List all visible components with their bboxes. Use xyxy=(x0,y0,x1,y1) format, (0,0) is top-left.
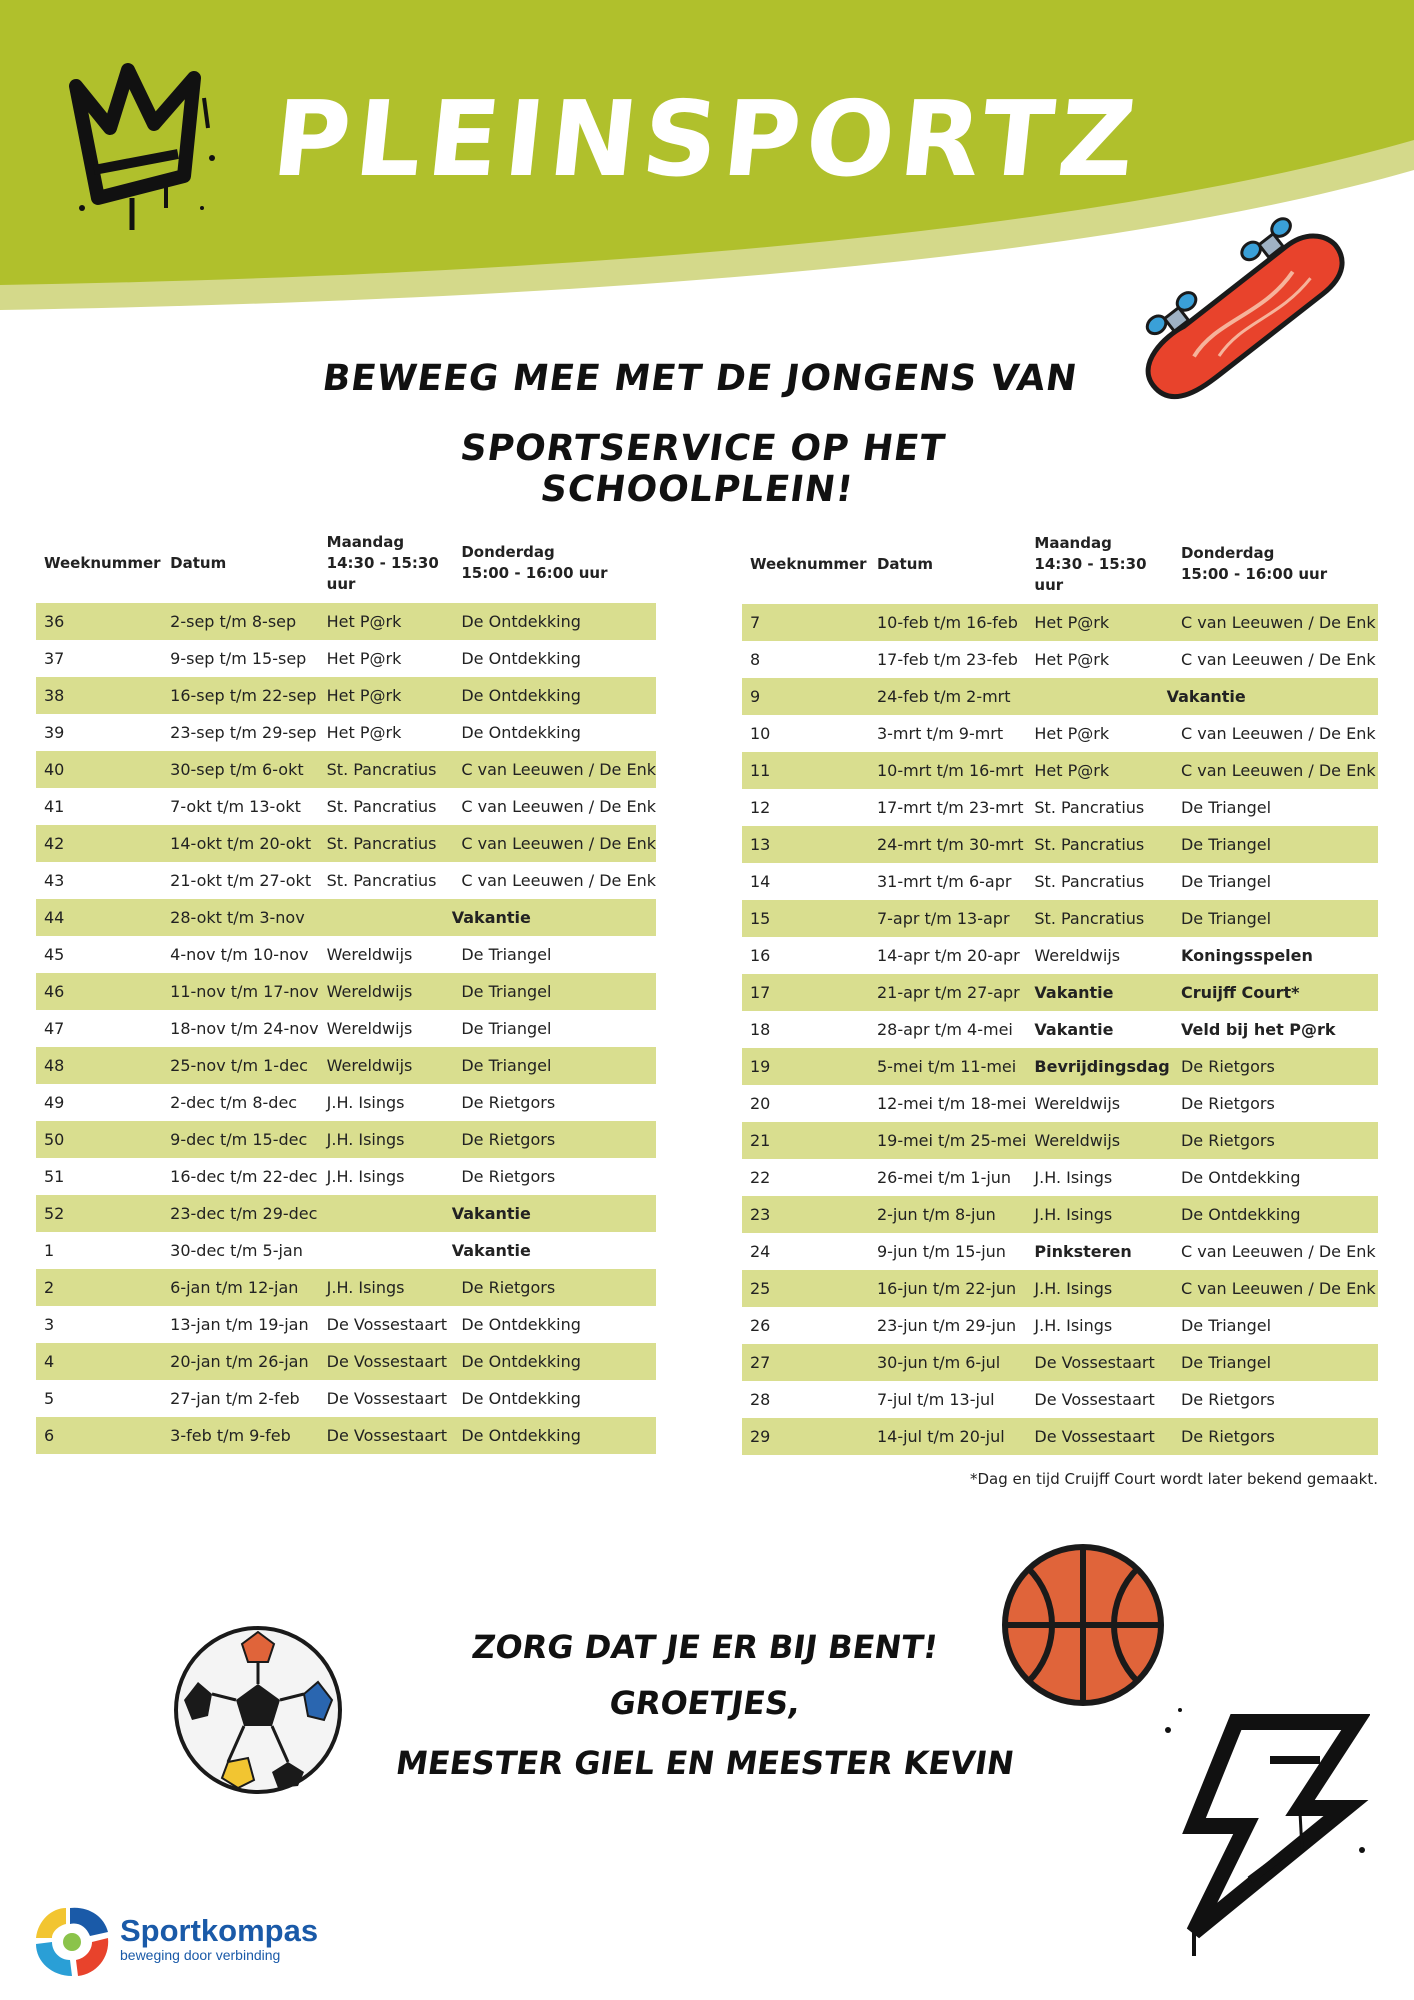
table-row xyxy=(742,863,1378,900)
monday-cell: De Vossestaart xyxy=(319,1343,454,1380)
monday-cell: St. Pancratius xyxy=(319,825,454,862)
monday-cell: Het P@rk xyxy=(319,677,454,714)
week-cell: 36 xyxy=(36,603,162,640)
monday-cell: Wereldwijs xyxy=(319,973,454,1010)
table-row xyxy=(742,1159,1378,1196)
week-cell: 27 xyxy=(742,1344,869,1381)
thursday-cell: De Rietgors xyxy=(453,1084,656,1121)
thursday-cell: C van Leeuwen / De Enk xyxy=(1173,752,1378,789)
date-cell: 3-feb t/m 9-feb xyxy=(162,1417,318,1454)
week-cell: 52 xyxy=(36,1195,162,1232)
closing-line-3: MEESTER GIEL EN MEESTER KEVIN xyxy=(393,1744,1017,1782)
monday-cell: De Vossestaart xyxy=(1026,1381,1173,1418)
monday-cell: Wereldwijs xyxy=(319,1010,454,1047)
week-cell: 29 xyxy=(742,1418,869,1455)
date-cell: 16-jun t/m 22-jun xyxy=(869,1270,1026,1307)
thursday-cell: De Triangel xyxy=(1173,789,1378,826)
monday-cell: Vakantie xyxy=(1026,974,1173,1011)
week-cell: 40 xyxy=(36,751,162,788)
week-cell: 24 xyxy=(742,1233,869,1270)
monday-cell: Wereldwijs xyxy=(1026,937,1173,974)
table-row xyxy=(742,1011,1378,1048)
logo-name: Sportkompas xyxy=(120,1913,319,1948)
table-row xyxy=(742,641,1378,678)
week-cell: 39 xyxy=(36,714,162,751)
week-cell: 2 xyxy=(36,1269,162,1306)
monday-cell: Wereldwijs xyxy=(1026,1122,1173,1159)
monday-cell: Het P@rk xyxy=(1026,752,1173,789)
table-row xyxy=(36,1195,656,1232)
table-row xyxy=(742,1085,1378,1122)
week-cell: 15 xyxy=(742,900,869,937)
week-cell: 43 xyxy=(36,862,162,899)
table-row xyxy=(36,1010,656,1047)
thursday-cell: De Ontdekking xyxy=(453,603,656,640)
table-row xyxy=(36,677,656,714)
thursday-cell: De Triangel xyxy=(1173,826,1378,863)
monday-cell: J.H. Isings xyxy=(1026,1196,1173,1233)
monday-cell: Wereldwijs xyxy=(319,1047,454,1084)
monday-cell: Het P@rk xyxy=(319,640,454,677)
week-cell: 8 xyxy=(742,641,869,678)
week-cell: 47 xyxy=(36,1010,162,1047)
date-cell: 11-nov t/m 17-nov xyxy=(162,973,318,1010)
table-row xyxy=(742,1270,1378,1307)
table-row xyxy=(742,1196,1378,1233)
thursday-cell: Cruijff Court* xyxy=(1173,974,1378,1011)
thursday-cell: C van Leeuwen / De Enk xyxy=(453,788,656,825)
table-row xyxy=(36,936,656,973)
date-cell: 7-apr t/m 13-apr xyxy=(869,900,1026,937)
table-row xyxy=(36,1343,656,1380)
table-row xyxy=(742,1233,1378,1270)
table-row xyxy=(742,604,1378,641)
thursday-cell: De Ontdekking xyxy=(1173,1159,1378,1196)
week-cell: 12 xyxy=(742,789,869,826)
week-cell: 19 xyxy=(742,1048,869,1085)
date-cell: 23-sep t/m 29-sep xyxy=(162,714,318,751)
date-cell: 13-jan t/m 19-jan xyxy=(162,1306,318,1343)
table-row xyxy=(742,1344,1378,1381)
date-cell: 26-mei t/m 1-jun xyxy=(869,1159,1026,1196)
thursday-cell: De Ontdekking xyxy=(453,1417,656,1454)
monday-cell: De Vossestaart xyxy=(1026,1344,1173,1381)
date-cell: 17-feb t/m 23-feb xyxy=(869,641,1026,678)
monday-cell: J.H. Isings xyxy=(1026,1307,1173,1344)
thursday-cell: De Ontdekking xyxy=(453,714,656,751)
date-cell: 28-okt t/m 3-nov xyxy=(162,899,318,936)
monday-cell: Het P@rk xyxy=(1026,604,1173,641)
date-cell: 10-mrt t/m 16-mrt xyxy=(869,752,1026,789)
thursday-cell: De Rietgors xyxy=(453,1269,656,1306)
thursday-cell: De Rietgors xyxy=(1173,1122,1378,1159)
monday-cell: J.H. Isings xyxy=(319,1158,454,1195)
date-cell: 14-okt t/m 20-okt xyxy=(162,825,318,862)
schedule-table-autumn-winter xyxy=(36,523,656,1454)
thursday-cell: De Ontdekking xyxy=(453,1343,656,1380)
monday-cell: Het P@rk xyxy=(319,714,454,751)
week-cell: 4 xyxy=(36,1343,162,1380)
week-cell: 7 xyxy=(742,604,869,641)
vacation-cell: Vakantie xyxy=(319,1195,656,1232)
date-cell: 9-sep t/m 15-sep xyxy=(162,640,318,677)
table-row xyxy=(36,603,656,640)
date-cell: 14-apr t/m 20-apr xyxy=(869,937,1026,974)
crown-graffiti-icon xyxy=(62,58,230,238)
vacation-cell: Vakantie xyxy=(319,899,656,936)
table-row xyxy=(36,714,656,751)
week-cell: 28 xyxy=(742,1381,869,1418)
thursday-cell: De Triangel xyxy=(1173,863,1378,900)
logo-text xyxy=(120,1913,318,1963)
week-cell: 26 xyxy=(742,1307,869,1344)
date-cell: 21-apr t/m 27-apr xyxy=(869,974,1026,1011)
table-row xyxy=(36,1306,656,1343)
week-cell: 48 xyxy=(36,1047,162,1084)
date-cell: 2-sep t/m 8-sep xyxy=(162,603,318,640)
week-cell: 14 xyxy=(742,863,869,900)
monday-cell: Vakantie xyxy=(1026,1011,1173,1048)
monday-cell: Het P@rk xyxy=(1026,641,1173,678)
table-row xyxy=(36,1417,656,1454)
thursday-cell: C van Leeuwen / De Enk xyxy=(453,825,656,862)
table-row xyxy=(742,937,1378,974)
date-cell: 21-okt t/m 27-okt xyxy=(162,862,318,899)
week-cell: 37 xyxy=(36,640,162,677)
week-cell: 41 xyxy=(36,788,162,825)
thursday-cell: C van Leeuwen / De Enk xyxy=(1173,604,1378,641)
date-cell: 28-apr t/m 4-mei xyxy=(869,1011,1026,1048)
thursday-cell: De Ontdekking xyxy=(453,1380,656,1417)
monday-cell: J.H. Isings xyxy=(319,1121,454,1158)
week-cell: 46 xyxy=(36,973,162,1010)
monday-cell: St. Pancratius xyxy=(319,751,454,788)
week-cell: 6 xyxy=(36,1417,162,1454)
monday-cell: J.H. Isings xyxy=(1026,1159,1173,1196)
thursday-cell: De Triangel xyxy=(1173,1307,1378,1344)
thursday-cell: C van Leeuwen / De Enk xyxy=(1173,1233,1378,1270)
date-cell: 25-nov t/m 1-dec xyxy=(162,1047,318,1084)
date-cell: 30-sep t/m 6-okt xyxy=(162,751,318,788)
table-row xyxy=(742,678,1378,715)
date-cell: 31-mrt t/m 6-apr xyxy=(869,863,1026,900)
vacation-cell: Vakantie xyxy=(319,1232,656,1269)
week-cell: 42 xyxy=(36,825,162,862)
monday-cell: St. Pancratius xyxy=(319,788,454,825)
table-row xyxy=(36,640,656,677)
week-cell: 3 xyxy=(36,1306,162,1343)
week-cell: 17 xyxy=(742,974,869,1011)
logo-tagline: beweging door verbinding xyxy=(120,1947,281,1963)
table-row xyxy=(742,1048,1378,1085)
thursday-cell: De Rietgors xyxy=(1173,1048,1378,1085)
week-cell: 9 xyxy=(742,678,869,715)
week-cell: 16 xyxy=(742,937,869,974)
monday-cell: St. Pancratius xyxy=(1026,863,1173,900)
date-cell: 10-feb t/m 16-feb xyxy=(869,604,1026,641)
date-cell: 20-jan t/m 26-jan xyxy=(162,1343,318,1380)
monday-cell: Pinksteren xyxy=(1026,1233,1173,1270)
date-cell: 7-okt t/m 13-okt xyxy=(162,788,318,825)
thursday-cell: De Triangel xyxy=(453,936,656,973)
monday-cell: St. Pancratius xyxy=(1026,789,1173,826)
monday-cell: Wereldwijs xyxy=(1026,1085,1173,1122)
thursday-cell: De Ontdekking xyxy=(1173,1196,1378,1233)
thursday-cell: De Rietgors xyxy=(1173,1418,1378,1455)
table-row xyxy=(36,899,656,936)
week-cell: 1 xyxy=(36,1232,162,1269)
thursday-cell: De Rietgors xyxy=(1173,1381,1378,1418)
closing-line-2: GROETJES, xyxy=(606,1684,804,1722)
thursday-cell: De Ontdekking xyxy=(453,677,656,714)
table-row xyxy=(742,752,1378,789)
week-cell: 25 xyxy=(742,1270,869,1307)
thursday-cell: De Triangel xyxy=(453,1010,656,1047)
table-row xyxy=(36,788,656,825)
page-title: PLEINSPORTZ xyxy=(267,78,1147,200)
soccer-ball-icon xyxy=(168,1622,348,1798)
date-cell: 18-nov t/m 24-nov xyxy=(162,1010,318,1047)
schedule-table-spring-summer xyxy=(742,524,1378,1455)
thursday-cell: De Triangel xyxy=(453,1047,656,1084)
table-row xyxy=(36,751,656,788)
table-row xyxy=(36,862,656,899)
table-header-row xyxy=(36,523,656,603)
thursday-cell: De Triangel xyxy=(1173,1344,1378,1381)
week-cell: 21 xyxy=(742,1122,869,1159)
table-row xyxy=(742,789,1378,826)
table-row xyxy=(742,1418,1378,1455)
monday-cell: Het P@rk xyxy=(319,603,454,640)
week-cell: 20 xyxy=(742,1085,869,1122)
column-monday: Maandag 14:30 - 15:30 uur xyxy=(326,532,439,593)
date-cell: 19-mei t/m 25-mei xyxy=(869,1122,1026,1159)
date-cell: 24-mrt t/m 30-mrt xyxy=(869,826,1026,863)
table-row xyxy=(742,1307,1378,1344)
date-cell: 14-jul t/m 20-jul xyxy=(869,1418,1026,1455)
lightning-graffiti-icon xyxy=(1150,1700,1370,1960)
subtitle-line-1: BEWEEG MEE MET DE JONGENS VAN xyxy=(319,358,1081,399)
date-cell: 6-jan t/m 12-jan xyxy=(162,1269,318,1306)
table-row xyxy=(742,1381,1378,1418)
column-date: Datum xyxy=(876,554,934,573)
table-header-row xyxy=(742,524,1378,604)
table-row xyxy=(742,1122,1378,1159)
week-cell: 38 xyxy=(36,677,162,714)
thursday-cell: De Rietgors xyxy=(453,1121,656,1158)
monday-cell: Bevrijdingsdag xyxy=(1026,1048,1173,1085)
week-cell: 18 xyxy=(742,1011,869,1048)
monday-cell: Het P@rk xyxy=(1026,715,1173,752)
week-cell: 13 xyxy=(742,826,869,863)
monday-cell: J.H. Isings xyxy=(319,1084,454,1121)
week-cell: 51 xyxy=(36,1158,162,1195)
date-cell: 27-jan t/m 2-feb xyxy=(162,1380,318,1417)
table-row xyxy=(36,1380,656,1417)
date-cell: 2-jun t/m 8-jun xyxy=(869,1196,1026,1233)
date-cell: 30-jun t/m 6-jul xyxy=(869,1344,1026,1381)
table-row xyxy=(742,974,1378,1011)
week-cell: 44 xyxy=(36,899,162,936)
monday-cell: De Vossestaart xyxy=(1026,1418,1173,1455)
week-cell: 5 xyxy=(36,1380,162,1417)
subtitle-line-2: SPORTSERVICE OP HET SCHOOLPLEIN! xyxy=(457,428,948,510)
date-cell: 9-dec t/m 15-dec xyxy=(162,1121,318,1158)
date-cell: 16-dec t/m 22-dec xyxy=(162,1158,318,1195)
column-week: Weeknummer xyxy=(750,554,867,573)
date-cell: 12-mei t/m 18-mei xyxy=(869,1085,1026,1122)
date-cell: 16-sep t/m 22-sep xyxy=(162,677,318,714)
date-cell: 7-jul t/m 13-jul xyxy=(869,1381,1026,1418)
closing-line-1: ZORG DAT JE ER BIJ BENT! xyxy=(469,1628,941,1666)
thursday-cell: C van Leeuwen / De Enk xyxy=(1173,715,1378,752)
week-cell: 45 xyxy=(36,936,162,973)
date-cell: 5-mei t/m 11-mei xyxy=(869,1048,1026,1085)
monday-cell: St. Pancratius xyxy=(319,862,454,899)
date-cell: 2-dec t/m 8-dec xyxy=(162,1084,318,1121)
thursday-cell: Koningsspelen xyxy=(1173,937,1378,974)
thursday-cell: De Triangel xyxy=(453,973,656,1010)
table-row xyxy=(36,1084,656,1121)
week-cell: 50 xyxy=(36,1121,162,1158)
monday-cell: St. Pancratius xyxy=(1026,900,1173,937)
date-cell: 23-jun t/m 29-jun xyxy=(869,1307,1026,1344)
column-thursday: Donderdag 15:00 - 16:00 uur xyxy=(1180,544,1328,583)
thursday-cell: De Rietgors xyxy=(1173,1085,1378,1122)
monday-cell: De Vossestaart xyxy=(319,1417,454,1454)
sportkompas-logo-icon xyxy=(30,1902,114,1980)
column-thursday: Donderdag 15:00 - 16:00 uur xyxy=(461,543,608,582)
thursday-cell: C van Leeuwen / De Enk xyxy=(1173,1270,1378,1307)
week-cell: 23 xyxy=(742,1196,869,1233)
column-monday: Maandag 14:30 - 15:30 uur xyxy=(1034,533,1147,594)
week-cell: 10 xyxy=(742,715,869,752)
thursday-cell: De Triangel xyxy=(1173,900,1378,937)
table-row xyxy=(36,1232,656,1269)
date-cell: 30-dec t/m 5-jan xyxy=(162,1232,318,1269)
thursday-cell: De Ontdekking xyxy=(453,1306,656,1343)
monday-cell: De Vossestaart xyxy=(319,1380,454,1417)
date-cell: 3-mrt t/m 9-mrt xyxy=(869,715,1026,752)
skateboard-icon xyxy=(1108,210,1370,420)
table-row xyxy=(742,715,1378,752)
footnote: *Dag en tijd Cruijff Court wordt later bekend gemaakt. xyxy=(969,1470,1378,1488)
thursday-cell: C van Leeuwen / De Enk xyxy=(453,751,656,788)
week-cell: 22 xyxy=(742,1159,869,1196)
column-date: Datum xyxy=(170,553,227,572)
date-cell: 4-nov t/m 10-nov xyxy=(162,936,318,973)
monday-cell: J.H. Isings xyxy=(1026,1270,1173,1307)
monday-cell: De Vossestaart xyxy=(319,1306,454,1343)
date-cell: 9-jun t/m 15-jun xyxy=(869,1233,1026,1270)
date-cell: 17-mrt t/m 23-mrt xyxy=(869,789,1026,826)
monday-cell: Wereldwijs xyxy=(319,936,454,973)
table-row xyxy=(36,973,656,1010)
monday-cell: St. Pancratius xyxy=(1026,826,1173,863)
table-row xyxy=(36,1269,656,1306)
date-cell: 23-dec t/m 29-dec xyxy=(162,1195,318,1232)
week-cell: 11 xyxy=(742,752,869,789)
thursday-cell: De Rietgors xyxy=(453,1158,656,1195)
table-row xyxy=(36,1047,656,1084)
thursday-cell: Veld bij het P@rk xyxy=(1173,1011,1378,1048)
thursday-cell: C van Leeuwen / De Enk xyxy=(1173,641,1378,678)
thursday-cell: De Ontdekking xyxy=(453,640,656,677)
thursday-cell: C van Leeuwen / De Enk xyxy=(453,862,656,899)
vacation-cell: Vakantie xyxy=(1026,678,1378,715)
table-row xyxy=(36,1121,656,1158)
week-cell: 49 xyxy=(36,1084,162,1121)
table-row xyxy=(742,826,1378,863)
table-row xyxy=(36,825,656,862)
table-row xyxy=(742,900,1378,937)
table-row xyxy=(36,1158,656,1195)
column-week: Weeknummer xyxy=(44,553,161,572)
monday-cell: J.H. Isings xyxy=(319,1269,454,1306)
date-cell: 24-feb t/m 2-mrt xyxy=(869,678,1026,715)
